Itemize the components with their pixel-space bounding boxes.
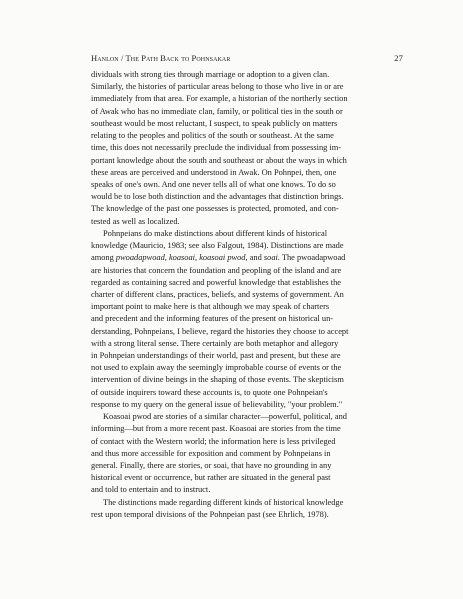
text-line: of contact with the Western world; the information here is less privileged [91, 436, 336, 446]
paragraph [91, 228, 403, 411]
text-line: and thus more accessible for exposition and comment by Pohnpeians in [91, 448, 331, 458]
text-line: relating to the peoples and politics of the south or southeast. At the same [91, 131, 334, 141]
text-line: with a strong literal sense. There certainly are both metaphor and allegory [91, 338, 339, 348]
text-line: not used to explain away the seemingly improbable course of events or the [91, 363, 342, 373]
text-line: are histories that concern the foundation and peopling of the island and are [91, 265, 342, 275]
text-line: these areas are perceived and understood in Awak. On Pohnpei, then, one [91, 167, 337, 177]
text-line: Pohnpeians do make distinctions about different kinds of historical [103, 228, 328, 238]
text-line: would be to lose both distinction and the advantages that distinction brings. [91, 192, 344, 202]
text-line: rest upon temporal divisions of the Pohnpeian past (see Ehrlich, 1978). [91, 509, 329, 519]
running-head [91, 53, 403, 63]
text-line: intervention of divine beings in the shaping of those events. The skepticism [91, 375, 344, 385]
paragraph [91, 497, 403, 521]
text-line: time, this does not necessarily preclude the individual from possessing im- [91, 143, 342, 153]
text-line: historical event or occurrence, but rather are situated in the general past [91, 473, 331, 483]
text-line: of Awak who has no immediate clan, family, or political ties in the south or [91, 106, 343, 116]
text-line: and precedent and the informing features of the present on historical un- [91, 314, 334, 324]
text-line: portant knowledge about the south and southeast or about the ways in which [91, 155, 347, 165]
text-line: southeast would be most reluctant, I suspect, to speak publicly on matters [91, 118, 338, 128]
running-head-title: Hanlon / The Path Back to Pohnsakar [91, 53, 231, 63]
text-line: Similarly, the histories of particular areas belong to those who live in or are [91, 82, 344, 92]
text-line: response to my query on the general issue of believability, "your problem." [91, 399, 343, 409]
text-line: informing—but from a more recent past. Koasoai are stories from the time [91, 424, 341, 434]
text-line: The knowledge of the past one possesses is protected, promoted, and con- [91, 204, 339, 214]
page-number: 27 [394, 53, 403, 63]
text-line: and told to entertain and to instruct. [91, 485, 211, 495]
text-line: in Pohnpeian understandings of their world, past and present, but these are [91, 351, 341, 361]
text-line: among pwoadapwoad, koasoai, koasoai pwod, and soai. The pwoadapwoad [91, 253, 346, 263]
body-text [91, 69, 403, 521]
text-line: dividuals with strong ties through marriage or adoption to a given clan. [91, 70, 330, 79]
text-line: of outside inquirers toward these accounts is, to quote one Pohnpeian's [91, 387, 328, 397]
text-line: immediately from that area. For example, a historian of the northerly section [91, 94, 348, 104]
paragraph [91, 411, 403, 497]
text-line: speaks of one's own. And one never tells all of what one knows. To do so [91, 179, 336, 189]
text-line: knowledge (Mauricio, 1983; see also Falgout, 1984). Distinctions are made [91, 241, 344, 251]
text-line: The distinctions made regarding different kinds of historical knowledge [103, 497, 344, 507]
text-line: important point to make here is that although we may speak of charters [91, 302, 330, 312]
text-line: tested as well as localized. [91, 216, 180, 226]
text-line: charter of different clans, practices, beliefs, and systems of government. An [91, 289, 344, 299]
text-line: general. Finally, there are stories, or soai, that have no grounding in any [91, 461, 332, 470]
text-line: Koasoai pwod are stories of a similar character—powerful, political, and [103, 412, 347, 422]
paragraph [91, 69, 403, 228]
text-line: regarded as containing sacred and powerful knowledge that establishes the [91, 277, 341, 287]
text-line: derstanding, Pohnpeians, I believe, regard the histories they choose to accept [91, 326, 349, 336]
